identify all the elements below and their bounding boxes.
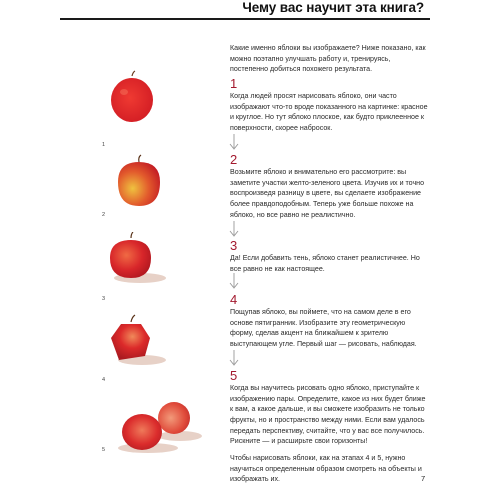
- apple-illustration-1: [108, 70, 158, 130]
- arrow-down-icon: [229, 273, 239, 289]
- arrow-down-icon: [229, 350, 239, 366]
- step-number-3: 3: [230, 238, 238, 253]
- apple-illustration-2: [112, 154, 166, 210]
- step-text-3: Да! Если добавить тень, яблоко станет реалистичнее. Но все равно не как настоящее.: [230, 254, 420, 273]
- figure-number-2: 2: [102, 212, 106, 218]
- figure-number-4: 4: [102, 377, 106, 383]
- arrow-down-icon: [229, 134, 239, 150]
- step-text-5: Когда вы научитесь рисовать одно яблоко, приступайте к изображению пары. Определите, какое из них будет ближе к вам, а какое дальше, и вы сможете изобразить не только фрукты, но и пространство между ними. Если вам удалось передать перспективу, считайте, что у вас все получилось. Рискните — и расширьте свои горизонты!: [230, 384, 426, 446]
- figure-number-3: 3: [102, 296, 106, 302]
- step-number-5: 5: [230, 368, 238, 383]
- figure-number-5: 5: [102, 447, 106, 453]
- step-text-4: Пощупав яблоко, вы поймете, что на самом деле в его основе пятигранник. Изобразите эту геометрическую форму, сделав акцент на ближайшем к зрителю выступающем угле. Первый шаг — рисовать, наблюдая.: [230, 308, 417, 348]
- step-number-2: 2: [230, 152, 238, 167]
- title-rule: [60, 18, 430, 20]
- arrow-down-icon: [229, 221, 239, 237]
- step-number-1: 1: [230, 76, 238, 91]
- apple-illustration-4: [104, 314, 168, 368]
- apple-illustration-3: [104, 232, 168, 286]
- page-title: Чему вас научит эта книга?: [242, 0, 424, 15]
- intro-paragraph: Какие именно яблоки вы изображаете? Ниже показано, как можно поэтапно улучшать работу и, тренируясь, постепенно добиться похожего результата.: [230, 44, 426, 74]
- conclusion-paragraph: Чтобы нарисовать яблоки, как на этапах 4 и 5, нужно научиться определенным образом смотреть на объекты и изображать их.: [230, 454, 422, 484]
- step-text-1: Когда людей просят нарисовать яблоко, они часто изображают что-то вроде показанного на картинке: красное и круглое. Но тут яблоко плоское, как будто приклеенное к поверхности, скорее набросок.: [230, 92, 428, 132]
- step-text-2: Возьмите яблоко и внимательно его рассмотрите: вы заметите участки желто-зеленого цвета. Изучив их и точно воспроизведя разницу в цвете, вы сделаете изображение более правдоподобным. Теперь уже больше похоже на яблоко, но все равно не реалистично.: [230, 168, 425, 219]
- page-number: 7: [421, 474, 426, 483]
- step-number-4: 4: [230, 292, 238, 307]
- apple-illustration-5: [112, 394, 206, 454]
- figure-number-1: 1: [102, 142, 106, 148]
